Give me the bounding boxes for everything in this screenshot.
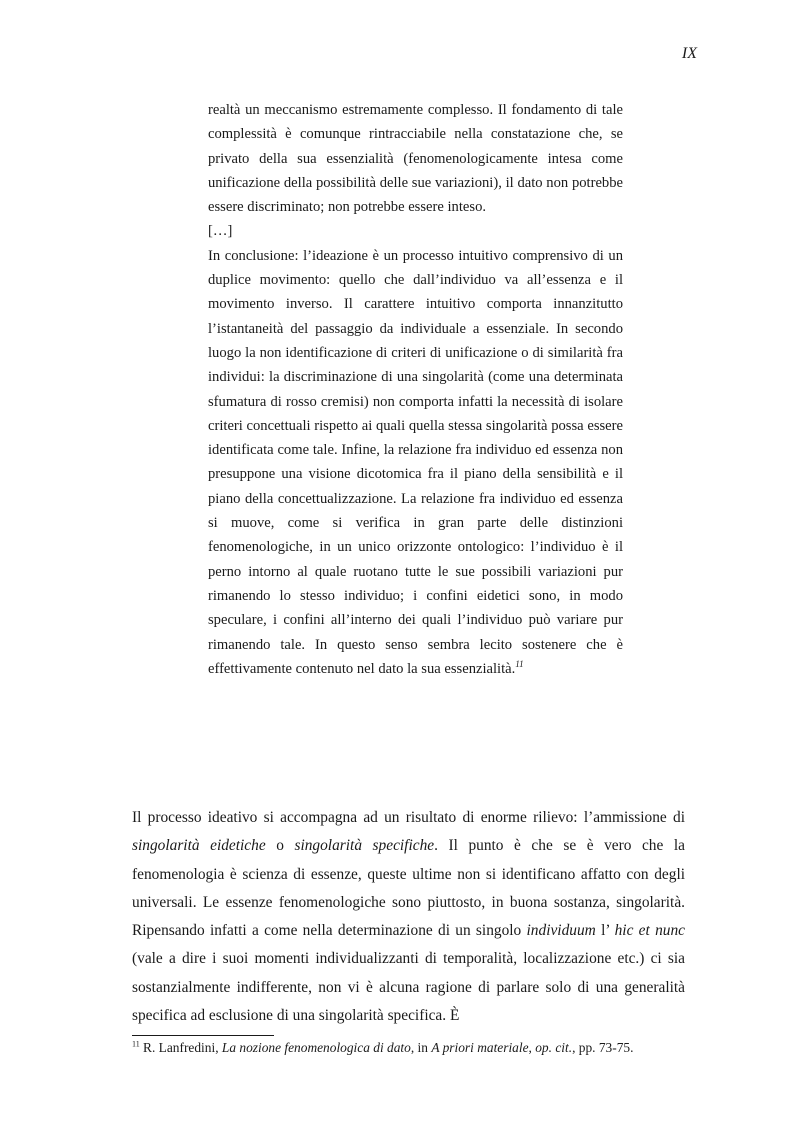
footnote: $^{11}$ R. Lanfredini, La nozione fenomenologica di dato, in A priori materiale, op. cit., pp. 73-75. — [132, 1039, 634, 1055]
block-quote — [208, 98, 623, 681]
page-number: IX — [681, 45, 697, 62]
body-text — [132, 804, 685, 1030]
quote-paragraph-2: In conclusione: l’ideazione è un processo intuitivo comprensivo di un duplice movimento: quello che dall’individuo va all’essenza e il movimento inverso. Il carattere intuitivo comporta innanzitutto l’istantaneità del passaggio da individuale a essenziale. In secondo luogo la non identificazione di criteri di unificazione o di similarità fra individui: la discriminazione di una singolarità (come una determinata sfumatura di rosso cremisi) non comporta infatti la necessità di isolare criteri concettuali rispetto ai quali quella stessa singolarità possa essere identificata come tale. Infine, la relazione fra individuo ed essenza non presuppone una visione dicotomica fra il piano della sensibilità e il piano della concettualizzazione. La relazione fra individuo ed essenza si muove, come si verifica in gran parte delle distinzioni fenomenologiche, in un unico orizzonte ontologico: l’individuo è il perno intorno al quale ruotano tutte le sue possibili variazioni pur rimanendo lo stesso individuo; i confini eidetici sono, in modo speculare, i confini all’interno dei quali l’individuo può variare pur rimanendo tale. In questo senso sembra lecito sostenere che è effettivamente contenuto nel dato la sua essenzialità.$^{11}$ — [208, 247, 623, 677]
quote-paragraph-1: realtà un meccanismo estremamente complesso. Il fondamento di tale complessità è comunque rintracciabile nella constatazione che, se privato della sua essenzialità (fenomenologicamente intesa come unificazione della possibilità delle sue variazioni), il dato non potrebbe essere discriminato; non potrebbe essere inteso. — [208, 102, 623, 216]
footnote-reference[interactable]: 11 — [515, 658, 524, 669]
footnote-op-cit: op. cit. — [535, 1040, 573, 1055]
footnote-number: 11 — [132, 1039, 140, 1049]
footnote-article-title: La nozione fenomenologica di dato — [221, 1040, 411, 1055]
emphasis-individuum: individuum — [526, 922, 596, 940]
quote-ellipsis: […] — [208, 223, 233, 240]
footnote-book-title: A priori materiale — [431, 1040, 529, 1055]
emphasis-hic-et-nunc: hic et nunc — [614, 922, 685, 940]
emphasis-singolarita-specifiche: singolarità specifiche — [294, 837, 435, 855]
footnote-divider — [132, 1035, 274, 1036]
emphasis-singolarita-eidetiche: singolarità eidetiche — [132, 837, 266, 855]
body-paragraph: Il processo ideativo si accompagna ad un risultato di enorme rilievo: l’ammissione di singolarità eidetiche o singolarità specifiche. Il punto è che se è vero che la fenomenologia è scienza di essenze, queste ultime non si identificano affatto con degli universali. Le essenze fenomenologiche sono piuttosto, in buona sostanza, singolarità. Ripensando infatti a come nella determinazione di un singolo individuum l’ hic et nunc (vale a dire i suoi momenti individualizzanti di temporalità, localizzazione etc.) ci sia sostanzialmente indifferente, non vi è alcuna ragione di parlare solo di una generalità specifica ad esclusione di una singolarità specifica. È — [132, 809, 685, 1025]
